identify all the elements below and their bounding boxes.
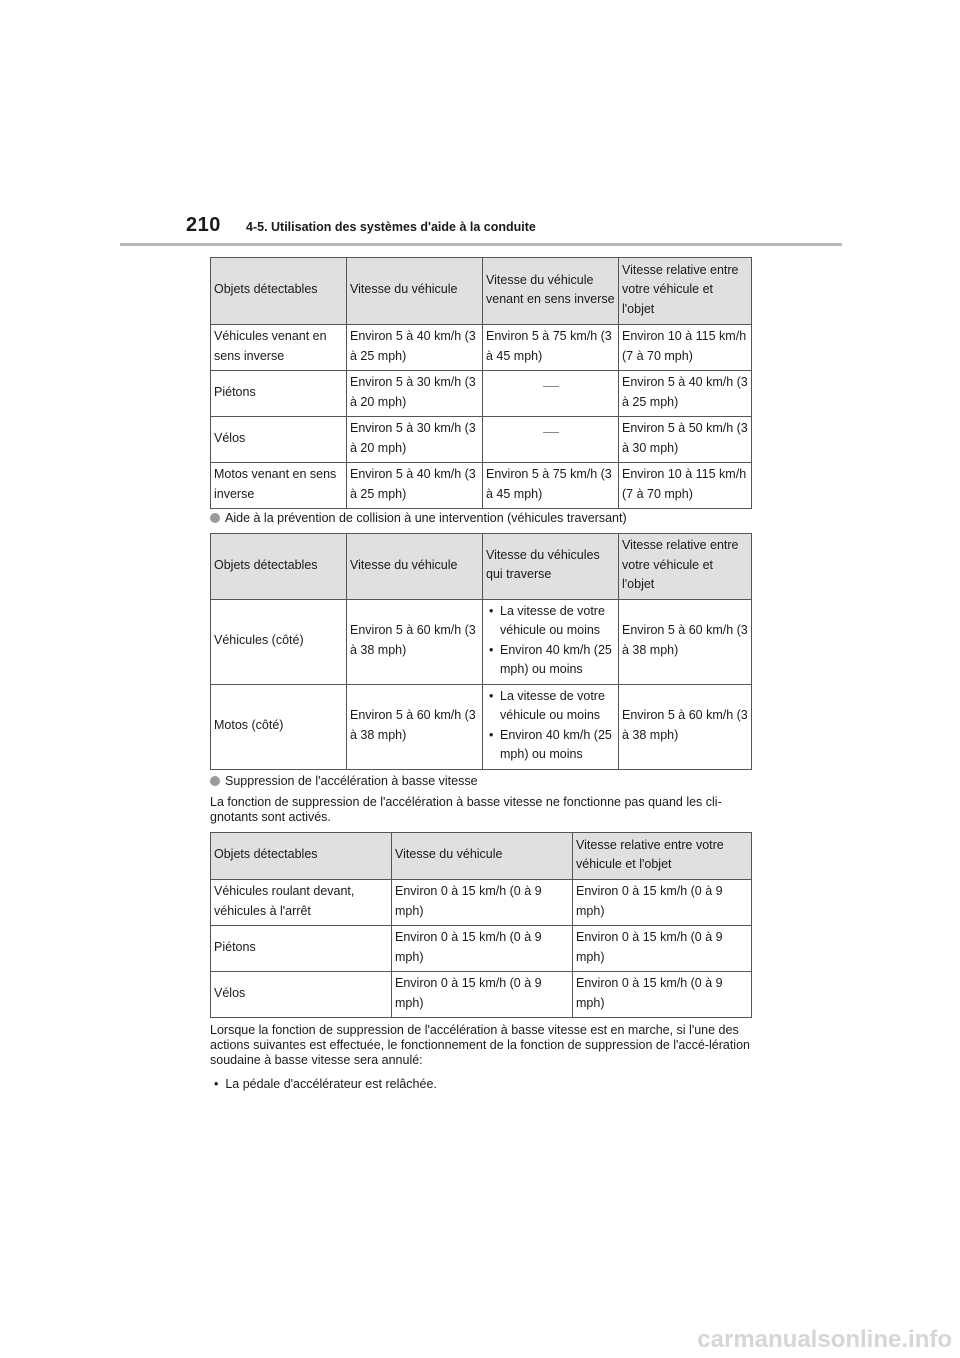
- table-cell: Environ 5 à 30 km/h (3 à 20 mph): [347, 371, 483, 417]
- table-row: [211, 926, 752, 972]
- table-cell: Véhicules roulant devant, véhicules à l'arrêt: [211, 880, 392, 926]
- table-cell: Vélos: [211, 417, 347, 463]
- table-row: [211, 417, 752, 463]
- header-cell: Vitesse du véhicules qui traverse: [483, 534, 619, 600]
- table-cell: Environ 5 à 60 km/h (3 à 38 mph): [347, 684, 483, 769]
- table-cell: Environ 5 à 60 km/h (3 à 38 mph): [347, 599, 483, 684]
- table-cell-empty: [483, 417, 619, 463]
- section-heading-text: Suppression de l'accélération à basse vitesse: [225, 774, 478, 788]
- table-cell-empty: [483, 371, 619, 417]
- table-cell: [483, 684, 619, 769]
- header-cell: Vitesse relative entre votre véhicule et l'objet: [619, 534, 752, 600]
- table-header-row: [211, 534, 752, 600]
- table-cell: Environ 0 à 15 km/h (0 à 9 mph): [392, 972, 573, 1018]
- header-divider: [120, 243, 842, 246]
- section-heading-low-speed: [210, 774, 478, 788]
- low-speed-note: La fonction de suppression de l'accélération à basse vitesse ne fonctionne pas quand les cli-gnotants sont activés.: [210, 795, 722, 824]
- section-title: 4-5. Utilisation des systèmes d'aide à la conduite: [246, 220, 536, 234]
- table-cell: Environ 5 à 40 km/h (3 à 25 mph): [619, 371, 752, 417]
- crossing-speed-list: [486, 602, 615, 680]
- table-cell: Environ 5 à 50 km/h (3 à 30 mph): [619, 417, 752, 463]
- table-cell: Environ 0 à 15 km/h (0 à 9 mph): [573, 972, 752, 1018]
- table-cell: Environ 0 à 15 km/h (0 à 9 mph): [573, 880, 752, 926]
- table-cell: Environ 10 à 115 km/h (7 à 70 mph): [619, 325, 752, 371]
- table-header-row: [211, 833, 752, 880]
- dash-mark: [543, 432, 559, 433]
- page-number: 210: [186, 214, 221, 236]
- table-row: [211, 371, 752, 417]
- header-cell: Vitesse du véhicule: [347, 534, 483, 600]
- table-cell: Véhicules (côté): [211, 599, 347, 684]
- bullet-dot-icon: [210, 513, 220, 523]
- list-item: • La vitesse de votre véhicule ou moins: [486, 602, 615, 641]
- closing-list-item: [214, 1077, 437, 1091]
- table-row: [211, 880, 752, 926]
- table-header-row: [211, 258, 752, 325]
- header-cell: Vitesse du véhicule: [392, 833, 573, 880]
- table-cell: Piétons: [211, 371, 347, 417]
- table-row: [211, 463, 752, 509]
- site-watermark: carmanualsonline.info: [697, 1326, 952, 1353]
- table-cell: Environ 10 à 115 km/h (7 à 70 mph): [619, 463, 752, 509]
- dash-mark: [543, 386, 559, 387]
- detection-table-crossing: [210, 533, 752, 770]
- table-cell: [483, 599, 619, 684]
- bullet-mark: •: [214, 1077, 226, 1091]
- table-cell: Environ 5 à 60 km/h (3 à 38 mph): [619, 684, 752, 769]
- header-cell: Objets détectables: [211, 534, 347, 600]
- table-cell: Environ 0 à 15 km/h (0 à 9 mph): [392, 880, 573, 926]
- table-cell: Environ 5 à 40 km/h (3 à 25 mph): [347, 325, 483, 371]
- detection-table-oncoming: [210, 257, 752, 509]
- table-cell: Environ 5 à 75 km/h (3 à 45 mph): [483, 325, 619, 371]
- table-cell: Environ 5 à 60 km/h (3 à 38 mph): [619, 599, 752, 684]
- table-row: [211, 684, 752, 769]
- table-cell: Motos venant en sens inverse: [211, 463, 347, 509]
- header-cell: Vitesse relative entre votre véhicule et l'objet: [573, 833, 752, 880]
- header-cell: Objets détectables: [211, 833, 392, 880]
- crossing-speed-list: [486, 687, 615, 765]
- table-cell: Environ 5 à 30 km/h (3 à 20 mph): [347, 417, 483, 463]
- table-cell: Environ 0 à 15 km/h (0 à 9 mph): [573, 926, 752, 972]
- header-cell: Vitesse relative entre votre véhicule et l'objet: [619, 258, 752, 325]
- list-item: • Environ 40 km/h (25 mph) ou moins: [486, 641, 615, 680]
- header-cell: Vitesse du véhicule: [347, 258, 483, 325]
- table-cell: Environ 0 à 15 km/h (0 à 9 mph): [392, 926, 573, 972]
- closing-paragraph: Lorsque la fonction de suppression de l'accélération à basse vitesse est en marche, si l'une des actions suivantes est effectuée, le fonctionnement de la fonction de suppression de l'accé-lération soudaine à basse vitesse sera annulé:: [210, 1023, 750, 1067]
- table-row: [211, 325, 752, 371]
- header-cell: Vitesse du véhicule venant en sens inverse: [483, 258, 619, 325]
- table-cell: Piétons: [211, 926, 392, 972]
- list-item: • La vitesse de votre véhicule ou moins: [486, 687, 615, 726]
- table-row: [211, 972, 752, 1018]
- bullet-dot-icon: [210, 776, 220, 786]
- table-cell: Motos (côté): [211, 684, 347, 769]
- table-cell: Véhicules venant en sens inverse: [211, 325, 347, 371]
- section-heading-crossing: [210, 511, 627, 525]
- table-row: [211, 599, 752, 684]
- table-cell: Vélos: [211, 972, 392, 1018]
- list-item-text: La pédale d'accélérateur est relâchée.: [225, 1077, 437, 1091]
- detection-table-low-speed: [210, 832, 752, 1018]
- section-heading-text: Aide à la prévention de collision à une intervention (véhicules traversant): [225, 511, 627, 525]
- table-cell: Environ 5 à 75 km/h (3 à 45 mph): [483, 463, 619, 509]
- header-cell: Objets détectables: [211, 258, 347, 325]
- table-cell: Environ 5 à 40 km/h (3 à 25 mph): [347, 463, 483, 509]
- list-item: • Environ 40 km/h (25 mph) ou moins: [486, 726, 615, 765]
